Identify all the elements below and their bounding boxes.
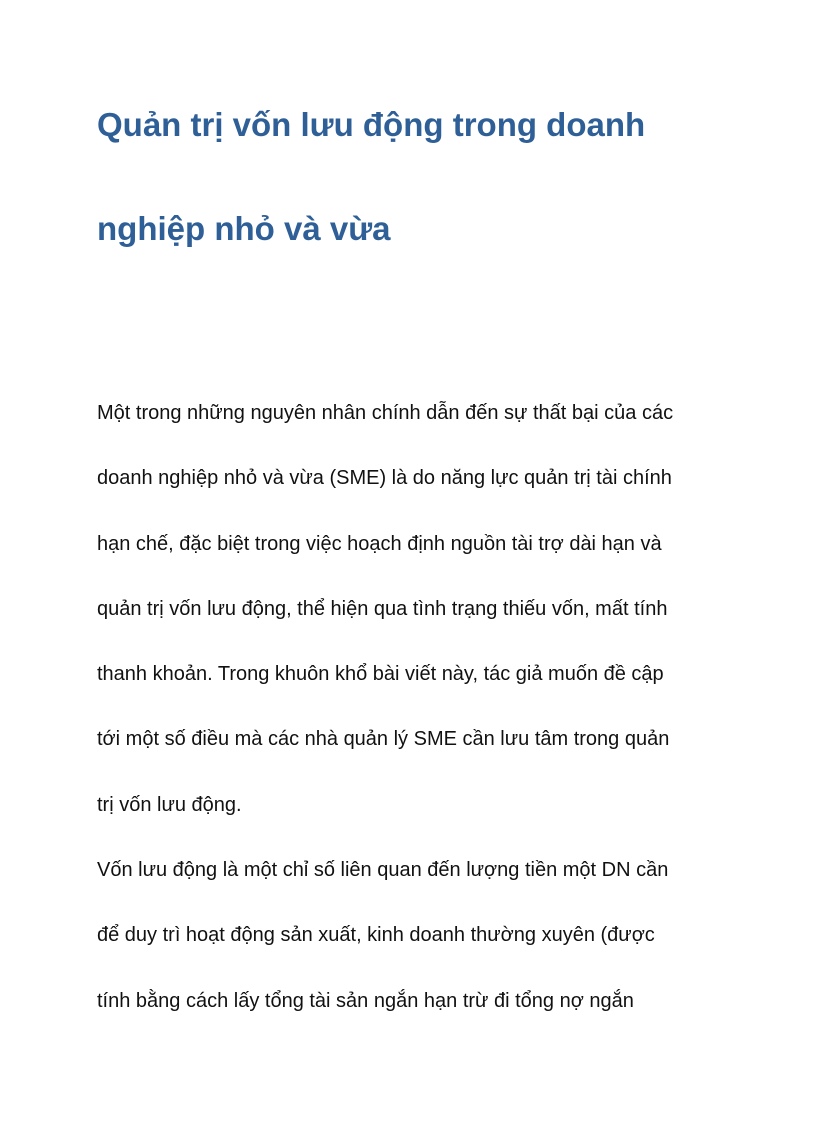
body-line-6: tới một số điều mà các nhà quản lý SME cần lưu tâm trong quản xyxy=(97,728,670,751)
body-line-4: quản trị vốn lưu động, thể hiện qua tình trạng thiếu vốn, mất tính xyxy=(97,597,668,620)
body-paragraphs xyxy=(97,381,757,1034)
body-line-3: hạn chế, đặc biệt trong việc hoạch định nguồn tài trợ dài hạn và xyxy=(97,532,662,555)
body-line-5: thanh khoản. Trong khuôn khổ bài viết này, tác giả muốn đề cập xyxy=(97,663,664,686)
body-line-9: để duy trì hoạt động sản xuất, kinh doanh thường xuyên (được xyxy=(97,924,655,947)
body-line-7: trị vốn lưu động. xyxy=(97,793,242,816)
title-line-1: Quản trị vốn lưu động trong doanh xyxy=(97,106,646,143)
page-title xyxy=(97,92,757,300)
body-line-1: Một trong những nguyên nhân chính dẫn đến sự thất bại của các xyxy=(97,402,674,424)
body-line-2: doanh nghiệp nhỏ và vừa (SME) là do năng lực quản trị tài chính xyxy=(97,467,672,490)
body-line-8: Vốn lưu động là một chỉ số liên quan đến lượng tiền một DN cần xyxy=(97,859,669,882)
body-line-10: tính bằng cách lấy tổng tài sản ngắn hạn trừ đi tổng nợ ngắn xyxy=(97,989,634,1012)
title-line-2: nghiệp nhỏ và vừa xyxy=(97,210,391,247)
